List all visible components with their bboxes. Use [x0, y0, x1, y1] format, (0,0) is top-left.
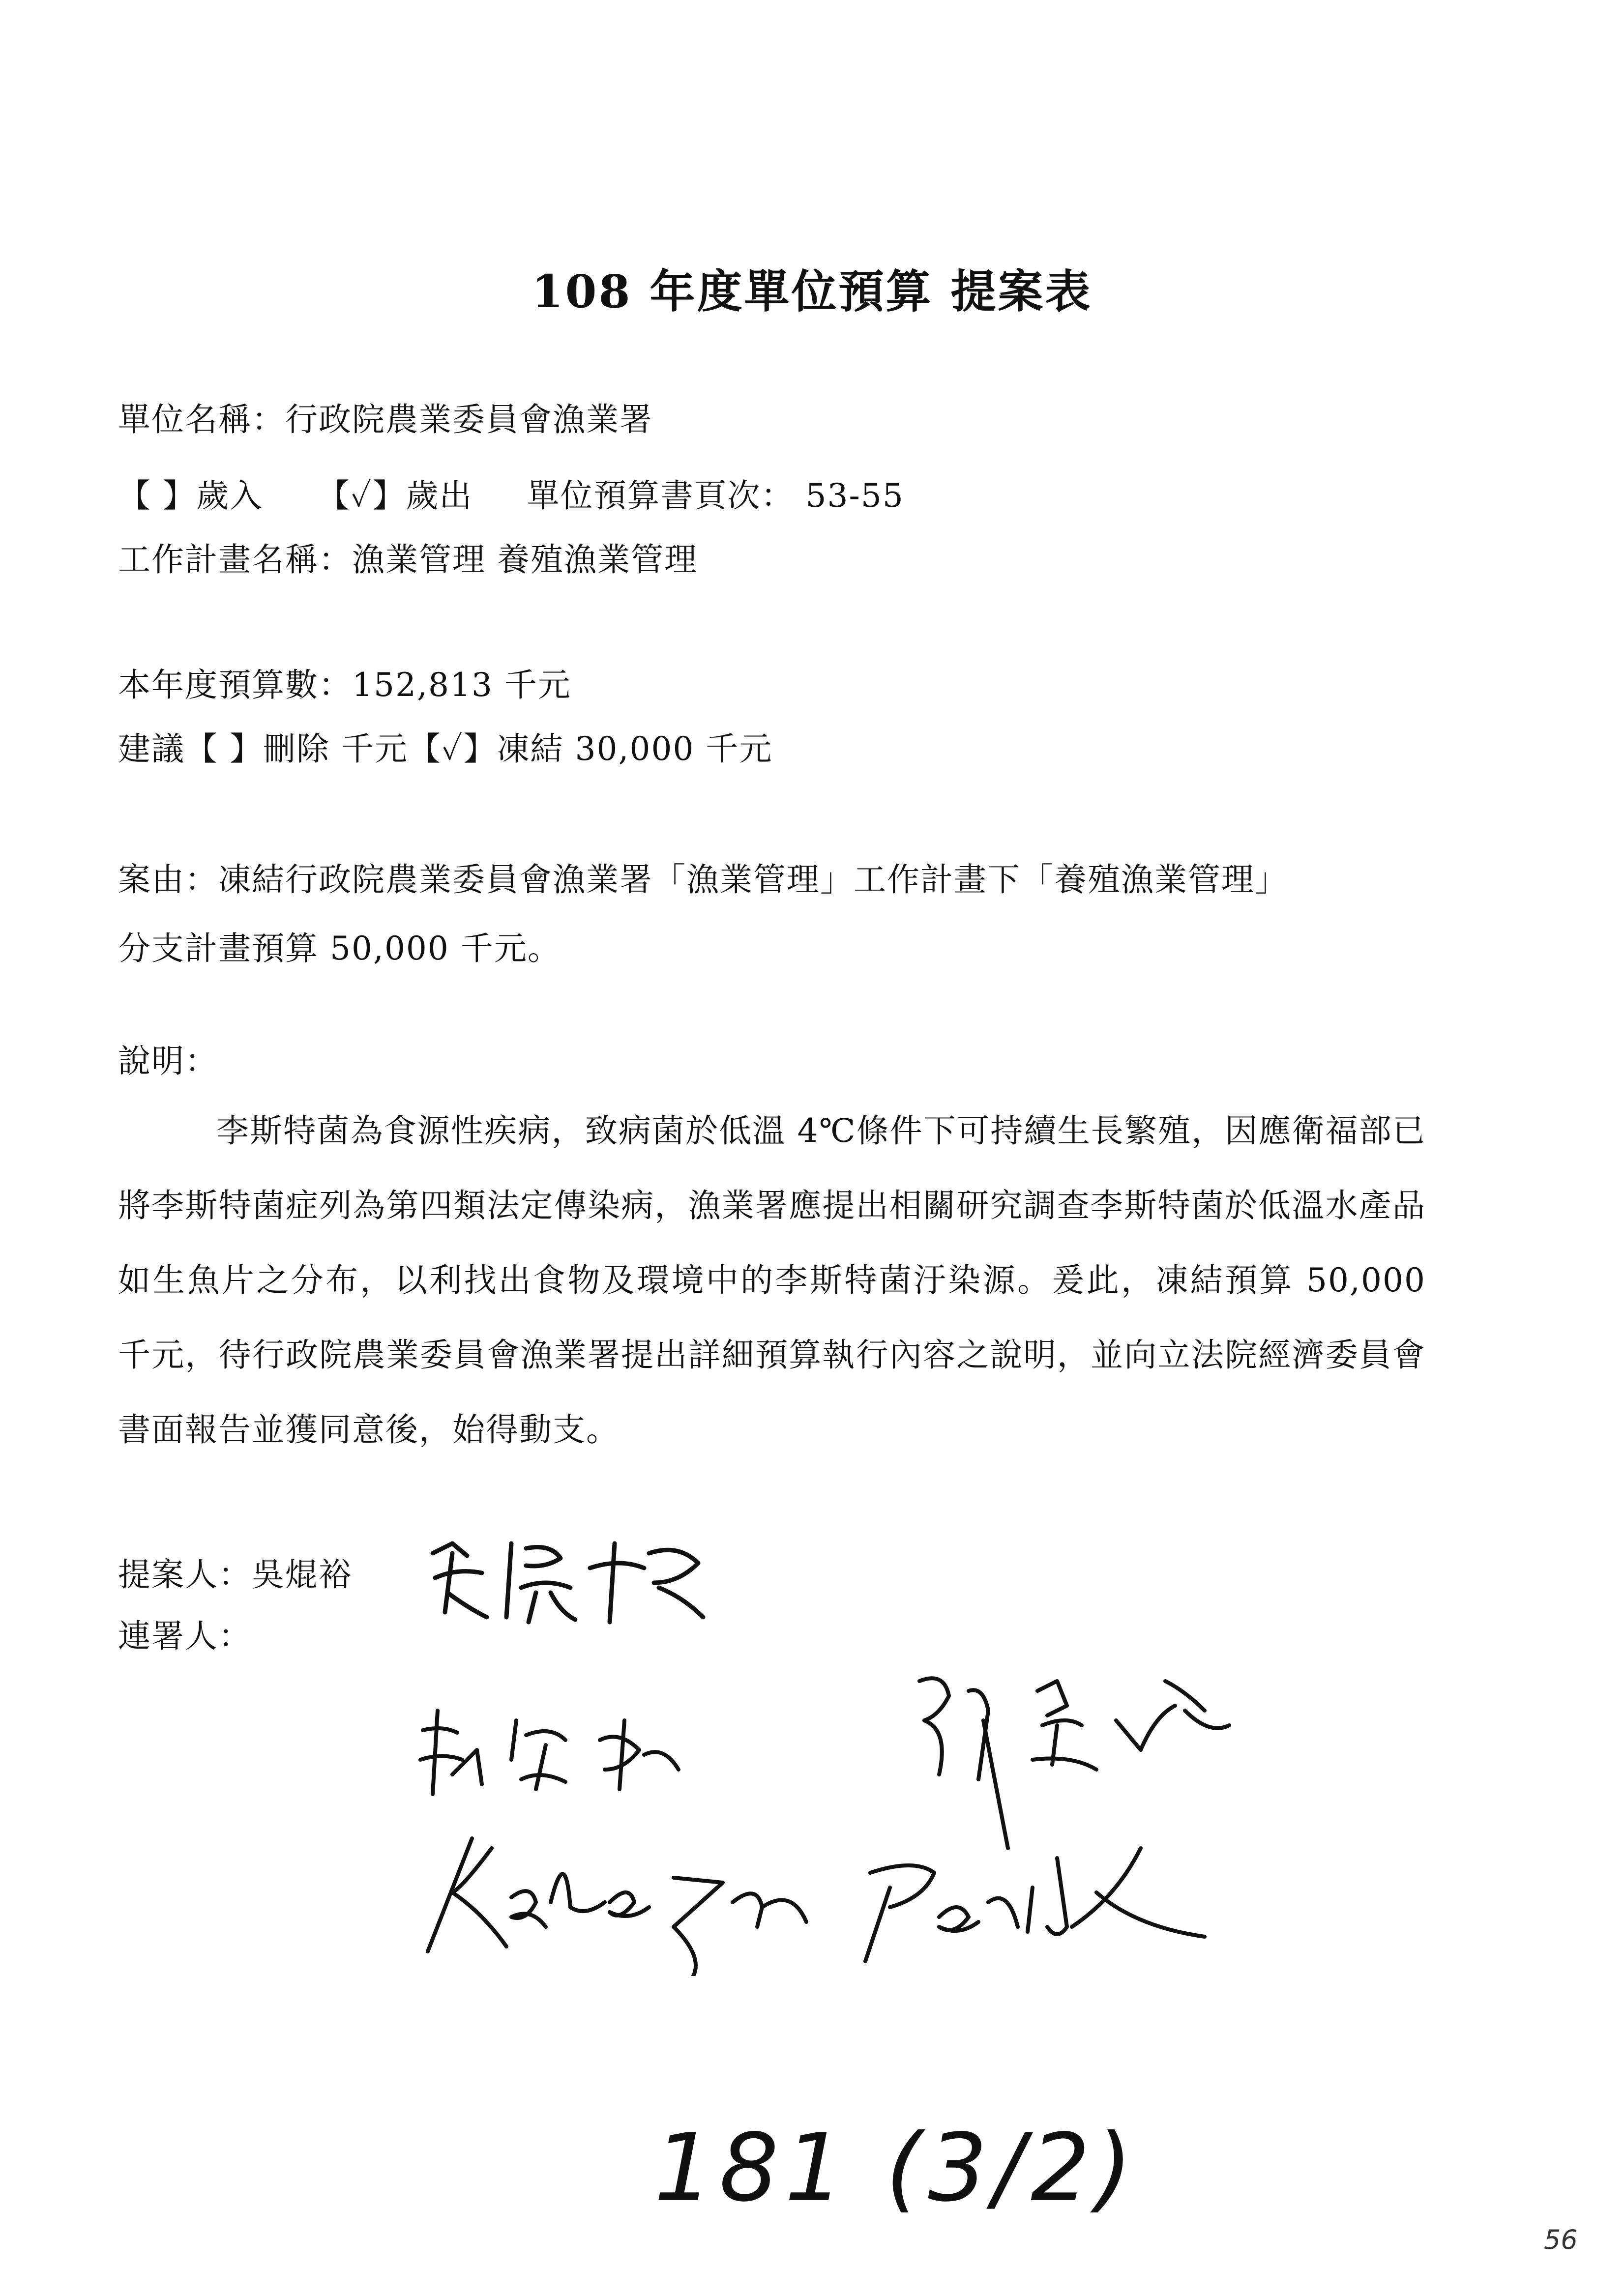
reason-line-2: 分支計畫預算 50,000 千元。 — [118, 930, 561, 967]
cosigner-signature-1 — [413, 1696, 688, 1804]
reason-line-1: 案由：凍結行政院農業委員會漁業署「漁業管理」工作計畫下「養殖漁業管理」 — [118, 861, 1288, 899]
explanation-heading: 說明： — [118, 1042, 218, 1080]
proposer-label: 提案人：吳焜裕 — [118, 1556, 352, 1594]
handwritten-number: 181 (3/2) — [654, 2114, 1139, 2222]
cosigner-signature-3 — [418, 1829, 1224, 1976]
reason — [118, 845, 1436, 983]
budget-pages: 單位預算書頁次： 53-55 — [527, 477, 904, 515]
explanation-body: 李斯特菌為食源性疾病，致病菌於低溫 4℃條件下可持續生長繁殖，因應衛福部已將李斯特菌症列為第四類法定傳染病，漁業署應提出相關研究調查李斯特菌於低溫水產品如生魚片之分布，以利找出食物及環境中的李斯特菌汙染源。爰此，凍結預算 50,000 千元，待行政院農業委員會漁業署提出詳細預算執行內容之說明，並向立法院經濟委員會書面報告並獲同意後，始得動支。 — [118, 1112, 1426, 1449]
unit-name: 單位名稱：行政院農業委員會漁業署 — [118, 401, 653, 438]
revenue-option: 【 】歲入 — [118, 477, 263, 515]
suggestion: 建議【 】刪除 千元【✓】凍結 30,000 千元 — [118, 730, 773, 768]
document-title: 108 年度單位預算 提案表 — [531, 265, 1093, 318]
project-name: 工作計畫名稱：漁業管理 養殖漁業管理 — [118, 541, 698, 579]
proposer-signature — [423, 1524, 718, 1632]
cosigner-label: 連署人： — [118, 1617, 252, 1655]
budget-type-row — [118, 469, 904, 516]
page-number: 56 — [1544, 2224, 1578, 2255]
expenditure-option: 【✓】歲出 — [317, 477, 473, 515]
budget-amount: 本年度預算數：152,813 千元 — [118, 666, 571, 704]
